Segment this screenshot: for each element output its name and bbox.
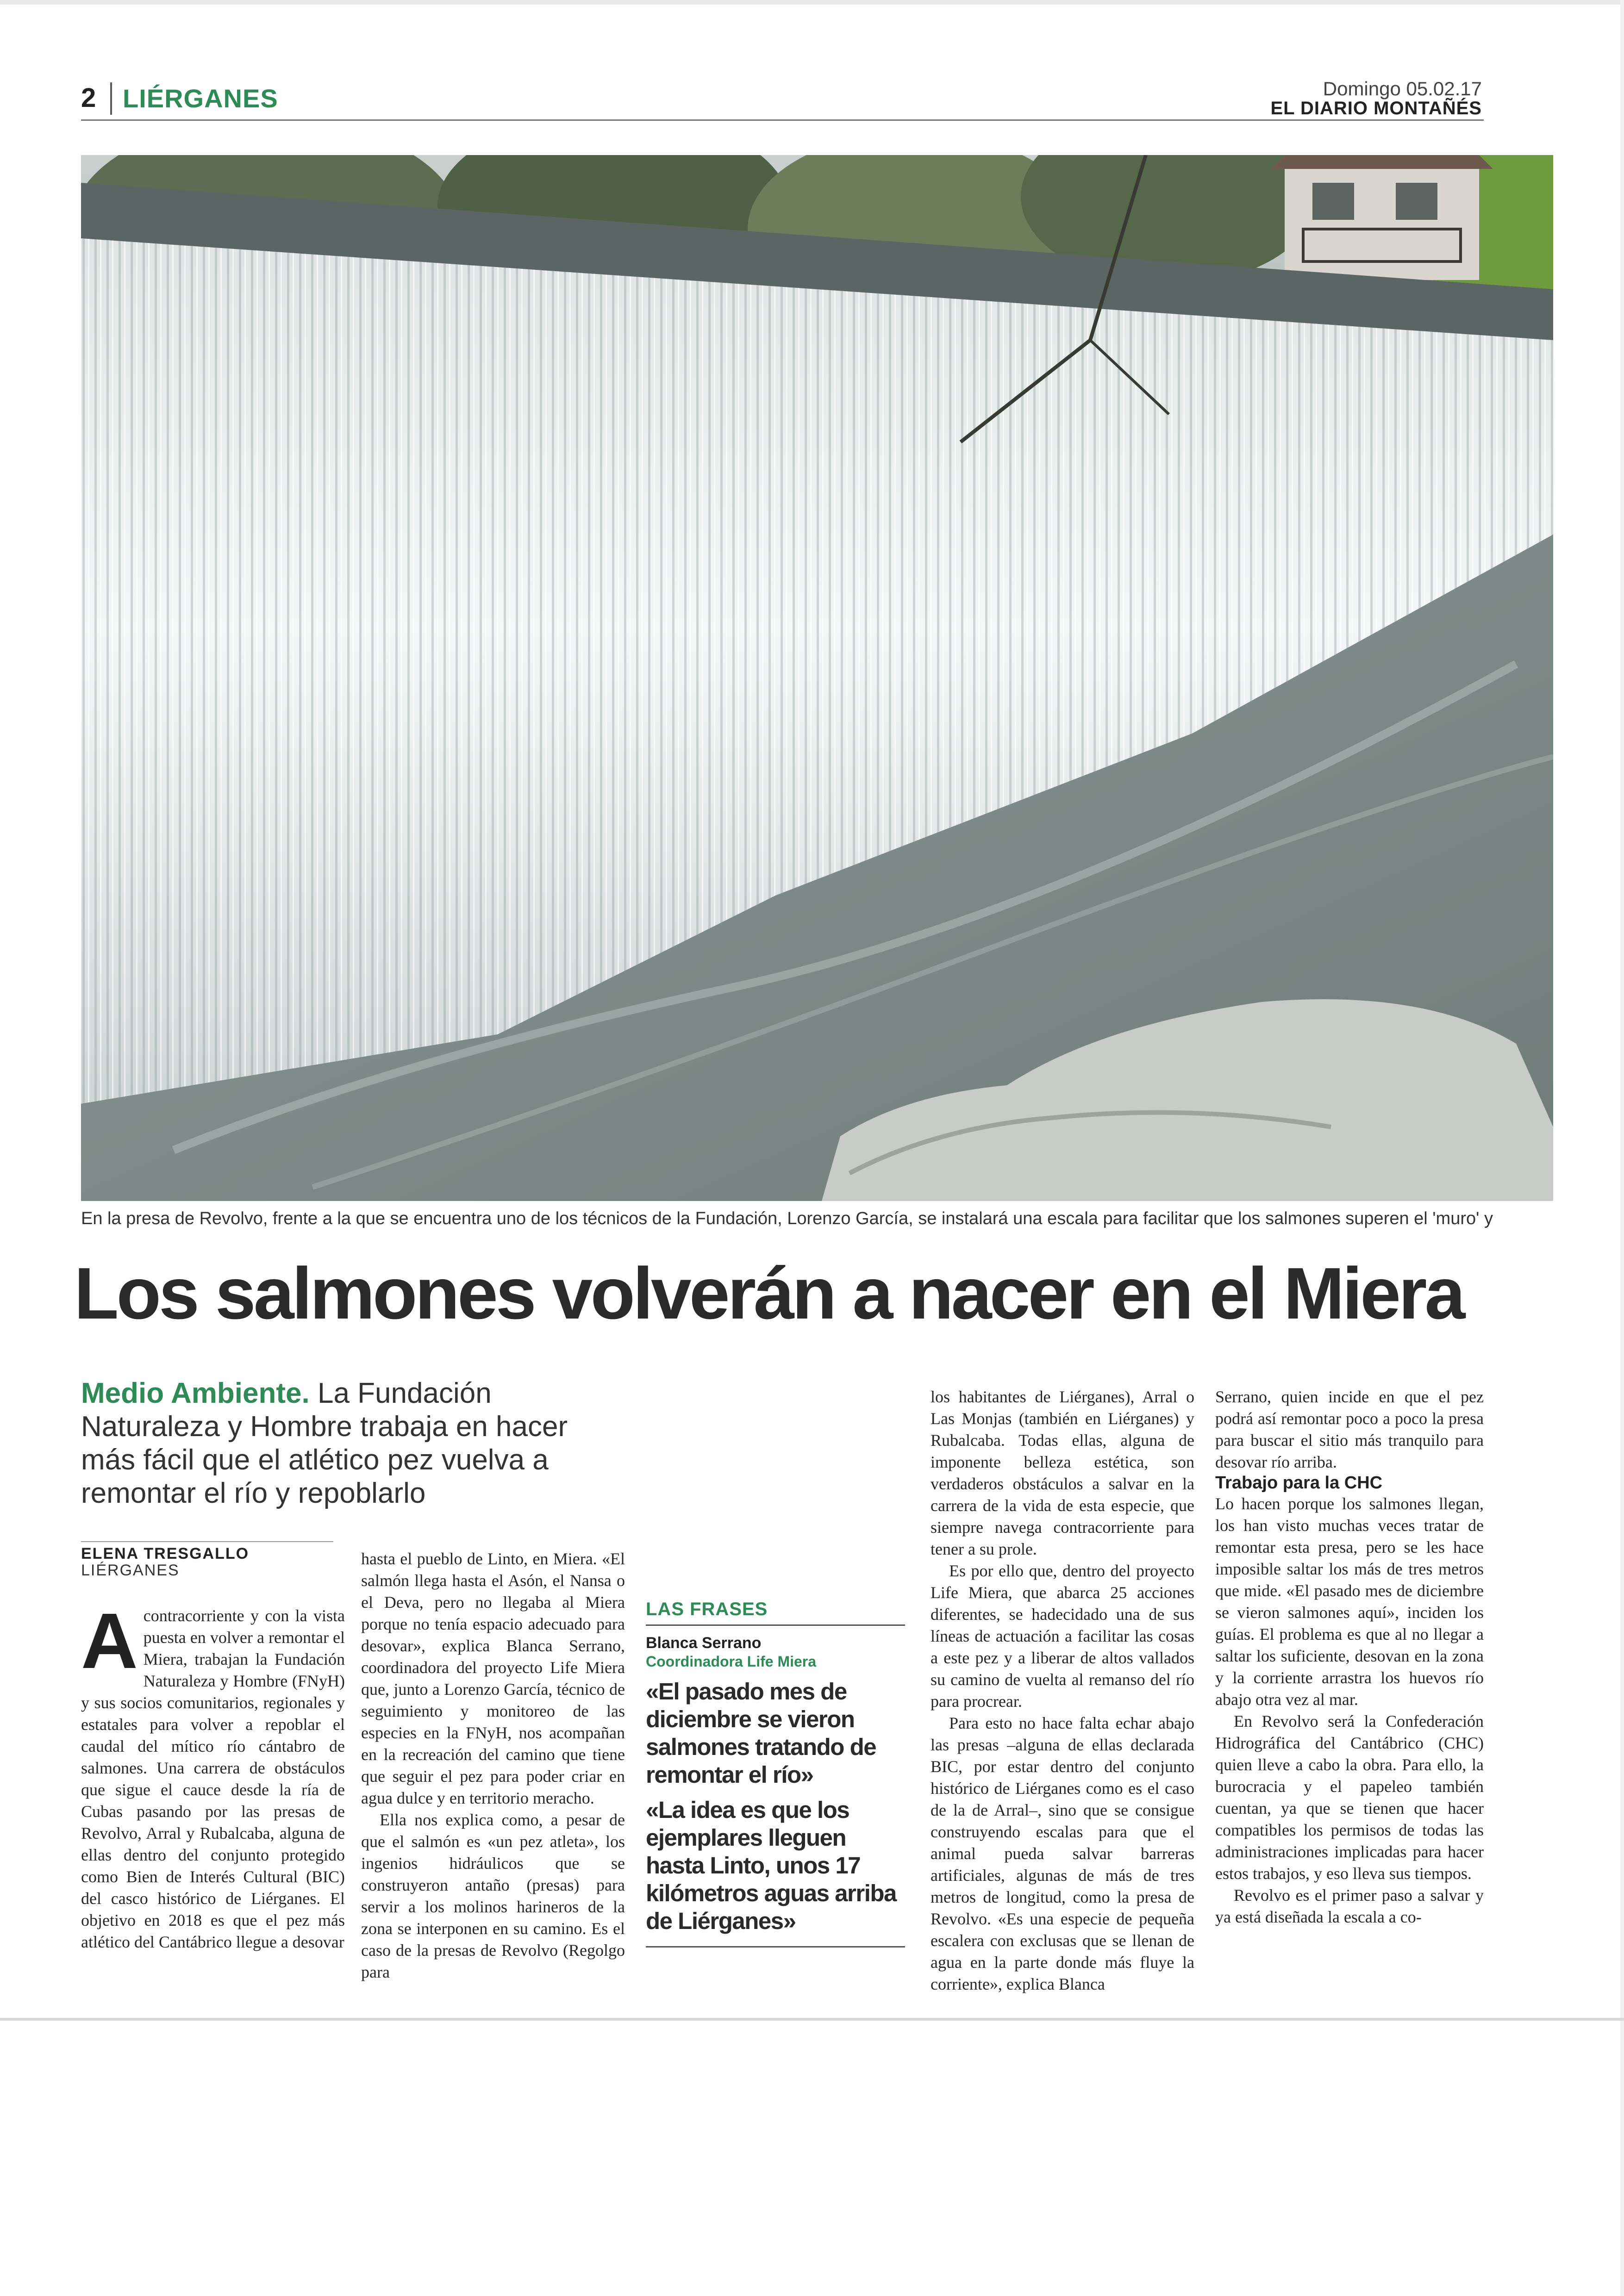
- header-rule: [81, 119, 1484, 121]
- scan-edge-bottom: [0, 2018, 1624, 2021]
- paragraph-text: contracorriente y con la vista puesta en volver a remontar el Miera, trabajan la Fundación Naturaleza y Hombre (FNyH) y sus socios comunitarios, regionales y estatales para volver a repoblar el caudal del mítico río cántabro de salmones. Una carrera de obstáculos que sigue el cauce desde la ría de Cubas pasando por las presas de Revolvo, Arral y Rubalcaba, alguna de ellas dentro del conjunto protegido como Bien de Interés Cultural (BIC) del casco histórico de Liérganes. El objetivo en 2018 es que el pez más atlético del Cantábrico llegue a desovar: [81, 1606, 345, 1951]
- paragraph: En Revolvo será la Confederación Hidrográfica del Cantábrico (CHC) quien lleve a cabo la obra. Para ello, la burocracia y el papeleo también cuentan, ya que se tienen que hacer compatibles los permisos de todas las administraciones implicadas para hacer estos trabajos, y eso lleva sus tiempos.: [1215, 1712, 1484, 1883]
- deck-text: La Fundación Naturaleza y Hombre trabaja en hacer más fácil que el atlético pez vuelva a remontar el río y repoblarlo: [81, 1377, 568, 1509]
- paragraph: Es por ello que, dentro del proyecto Life Miera, que abarca 25 acciones diferentes, se hadecidado una de sus líneas de actuación a facilitar las cosas a este pez y a liberar de altos vallados su camino de vuelta al remanso del río para procrear.: [931, 1562, 1194, 1711]
- article-column-4: [931, 1386, 1194, 1995]
- quotes-box: [646, 1599, 905, 1948]
- article-column-5: [1215, 1386, 1484, 1928]
- article-subhead: Trabajo para la CHC: [1215, 1473, 1383, 1493]
- quotes-title: LAS FRASES: [646, 1599, 905, 1626]
- pull-quote-2: «La idea es que los ejemplares lleguen hasta Linto, unos 17 kilómetros aguas arriba de Liérganes»: [646, 1797, 896, 1934]
- paragraph: hasta el pueblo de Linto, en Miera. «El salmón llega hasta el Asón, el Nansa o el Deva, pero no llegaba al Miera porque no tenía espacio adecuado para desovar», explica Blanca Serrano, coordinadora del proyecto Life Miera que, junto a Lorenzo García, técnico de seguimiento y monitoreo de las especies en la FNyH, nos acompañan en la recreación del camino que tiene que seguir el pez para poder criar en agua dulce y en territorio meracho.: [361, 1549, 625, 1807]
- paragraph: Serrano, quien incide en que el pez podrá así remontar poco a poco la presa para buscar el sitio más tranquilo para desovar río arriba.: [1215, 1388, 1484, 1471]
- section-title: LIÉRGANES: [123, 84, 278, 113]
- header-divider: [110, 82, 112, 115]
- byline-rule: [81, 1541, 333, 1542]
- article-column-2: [361, 1548, 625, 1983]
- pull-quote-1: «El pasado mes de diciembre se vieron salmones tratando de remontar el río»: [646, 1678, 876, 1788]
- paragraph: los habitantes de Liérganes), Arral o Las Monjas (también en Liérganes) y Rubalcaba. Todas ellas, alguna de imponente belleza estética, son verdaderos obstáculos a salvar en la carrera de la vida de esta especie, que siempre navega contracorriente para tener a su prole.: [931, 1388, 1194, 1558]
- quote-speaker-role: Coordinadora Life Miera: [646, 1653, 817, 1670]
- quote-speaker: Blanca Serrano: [646, 1634, 762, 1652]
- scan-edge-right: [1620, 0, 1624, 2296]
- paragraph: Lo hacen porque los salmones llegan, los han visto muchas veces tratar de remontar esta presa, pero se les hace imposible saltar los más de tres metros que mide. «El pasado mes de diciembre se vieron salmones aquí», inciden los guías. El problema es que al no llegar a saltar los suficiente, desovan en la zona y la corriente arrastra los huevos río abajo otra vez al mar.: [1215, 1494, 1484, 1709]
- scan-edge-top: [0, 0, 1624, 5]
- byline-location: LIÉRGANES: [81, 1562, 180, 1579]
- newspaper-name: EL DIARIO MONTAÑÉS: [1270, 98, 1482, 118]
- article-deck: [81, 1377, 595, 1510]
- article-column-1: [81, 1597, 345, 1953]
- byline-author: ELENA TRESGALLO: [81, 1545, 250, 1562]
- article-headline: Los salmones volverán a nacer en el Miera: [74, 1253, 1463, 1334]
- drop-cap: A: [81, 1597, 138, 1685]
- paragraph: Para esto no hace falta echar abajo las presas –alguna de ellas declarada BIC, por estar dentro del conjunto histórico de Liérganes como es el caso de la de Arral–, sino que se consigue construyendo escalas para que el animal pueda salvar barreras artificiales, algunas de más de tres metros de longitud, como la presa de Revolvo. «Es una especie de pequeña escalera con exclusas que se llenan de agua en la parte donde más fluye la corriente», explica Blanca: [931, 1714, 1194, 1993]
- photo-caption: En la presa de Revolvo, frente a la que se encuentra uno de los técnicos de la Fundación, Lorenzo García, se instalará una escala para facilitar que los salmones superen el 'muro' y: [81, 1209, 1493, 1228]
- quotes-bottom-rule: [646, 1946, 905, 1948]
- page-number: 2: [81, 83, 96, 113]
- dam-waterfall-photo: [81, 155, 1553, 1201]
- paragraph: Ella nos explica como, a pesar de que el salmón es «un pez atleta», los ingenios hidráulicos que se construyeron antaño (presas) para servir a los molinos harineros de la zona se interponen en su camino. Es el caso de la presas de Revolvo (Regolgo para: [361, 1811, 625, 1981]
- issue-date: Domingo 05.02.17: [1323, 78, 1482, 100]
- paragraph: Revolvo es el primer paso a salvar y ya está diseñada la escala a co-: [1215, 1886, 1484, 1926]
- deck-kicker: Medio Ambiente.: [81, 1377, 310, 1409]
- paragraph: [81, 1597, 345, 1953]
